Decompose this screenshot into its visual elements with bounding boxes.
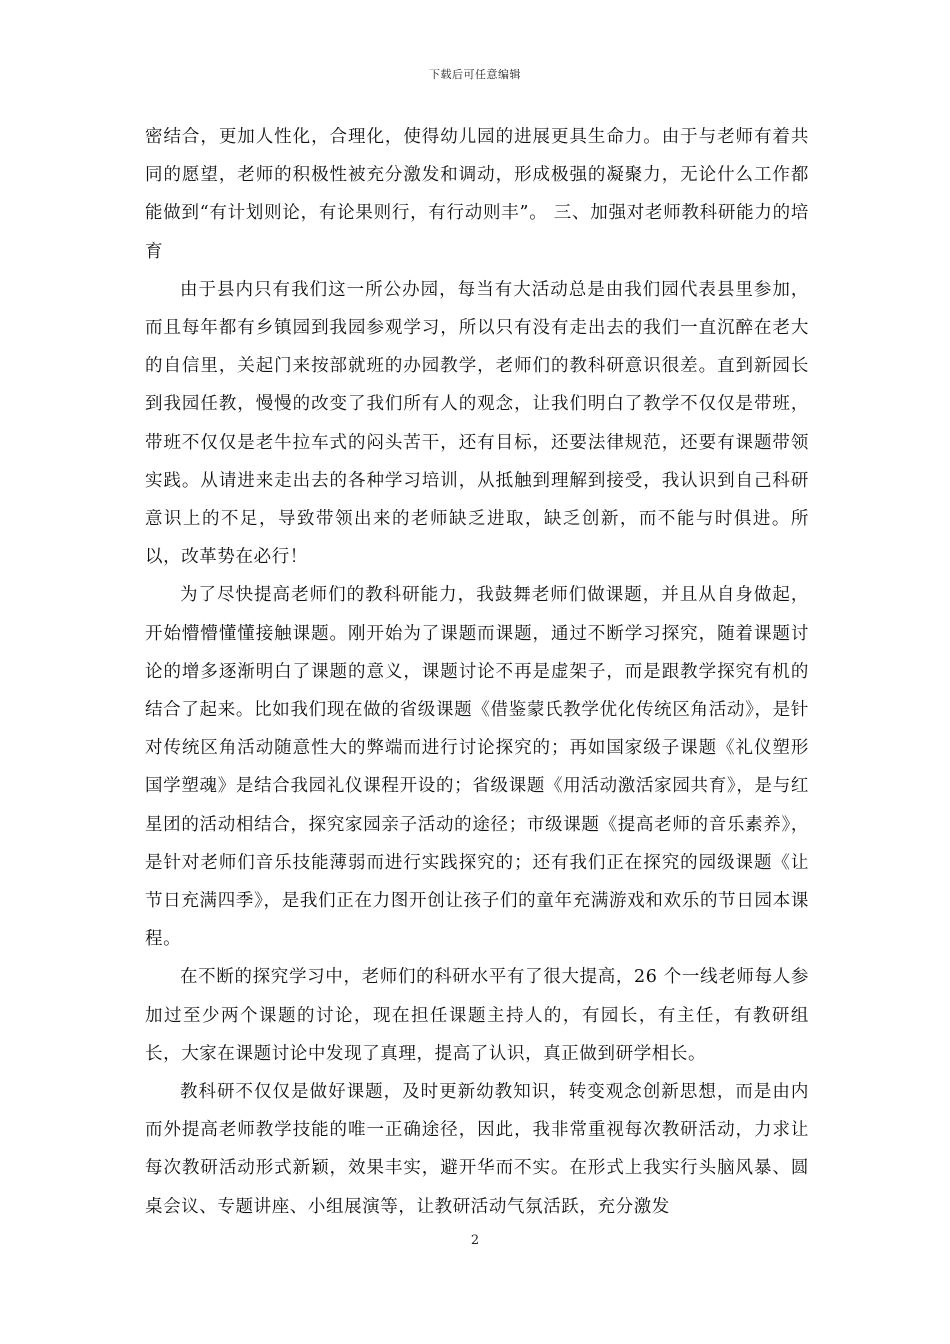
page-header: 下载后可任意编辑 (429, 68, 521, 81)
paragraph-5: 教科研不仅仅是做好课题，及时更新幼教知识，转变观念创新思想，而是由内而外提高老师教学技能的唯一正确途径，因此，我非常重视每次教研活动，力求让每次教研活动形式新颖，效果丰实，避开华而不实。在形式上我实行头脑风暴、圆桌会议、专题讲座、小组展演等，让教研活动气氛活跃，充分激发 (145, 1082, 809, 1217)
paragraph-1: 密结合，更加人性化，合理化，使得幼儿园的进展更具生命力。由于与老师有着共同的愿望，老师的积极性被充分激发和调动，形成极强的凝聚力，无论什么工作都能做到“有计划则论，有论果则行，有行动则丰”。 三、加强对老师教科研能力的培育 (145, 127, 809, 262)
paragraph-3: 为了尽快提高老师们的教科研能力，我鼓舞老师们做课题，并且从自身做起，开始懵懵懂懂接触课题。刚开始为了课题而课题，通过不断学习探究，随着课题讨论的增多逐渐明白了课题的意义，课题讨论不再是虚架子，而是跟教学探究有机的结合了起来。比如我们现在做的省级课题《借鉴蒙氏教学优化传统区角活动》，是针对传统区角活动随意性大的弊端而进行讨论探究的；再如国家级子课题《礼仪塑形 国学塑魂》是结合我园礼仪课程开设的；省级课题《用活动激活家园共育》，是与红星团的活动相结合，探究家园亲子活动的途径；市级课题《提高老师的音乐素养》，是针对老师们音乐技能薄弱而进行实践探究的；还有我们正在探究的园级课题《让节日充满四季》，是我们正在力图开创让孩子们的童年充满游戏和欢乐的节日园本课程。 (145, 585, 809, 950)
paragraph-2: 由于县内只有我们这一所公办园，每当有大活动总是由我们园代表县里参加，而且每年都有乡镇园到我园参观学习，所以只有没有走出去的我们一直沉醉在老大的自信里，关起门来按部就班的办园教学，老师们的教科研意识很差。直到新园长到我园任教，慢慢的改变了我们所有人的观念，让我们明白了教学不仅仅是带班，带班不仅仅是老牛拉车式的闷头苦干，还有目标，还要法律规范，还要有课题带领实践。从请进来走出去的各种学习培训，从抵触到理解到接受，我认识到自己科研意识上的不足，导致带领出来的老师缺乏进取，缺乏创新，而不能与时俱进。所以，改革势在必行！ (145, 279, 809, 568)
page-number: 2 (470, 1233, 480, 1248)
paragraph-4: 在不断的探究学习中，老师们的科研水平有了很大提高，26 个一线老师每人参加过至少两个课题的讨论，现在担任课题主持人的，有园长，有主任，有教研组长，大家在课题讨论中发现了真理，提高了认识，真正做到研学相长。 (145, 967, 809, 1064)
document-body (145, 118, 809, 1226)
